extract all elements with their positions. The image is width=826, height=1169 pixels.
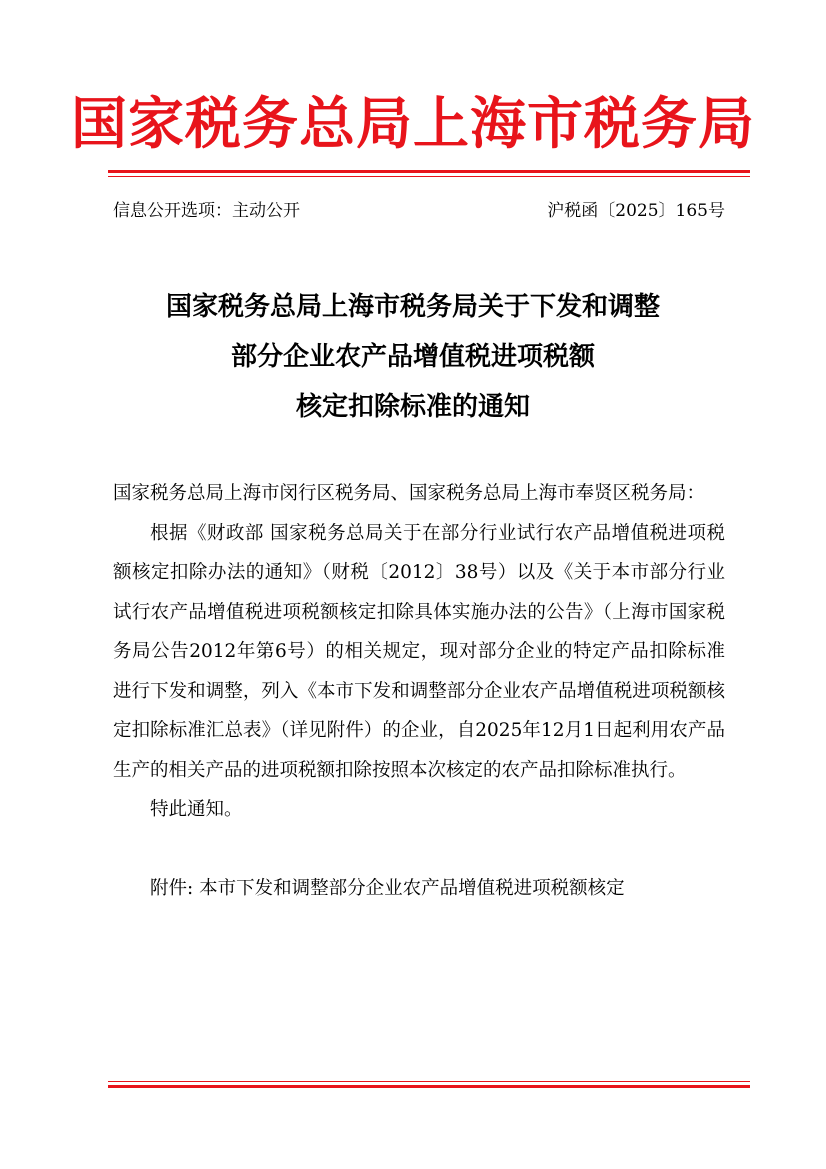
- document-body: [113, 474, 725, 909]
- title-line: 核定扣除标准的通知: [295, 392, 530, 422]
- document-meta: [113, 196, 725, 224]
- body-paragraph: 根据《财政部 国家税务总局关于在部分行业试行农产品增值税进项税额核定扣除办法的通知》（财税〔2012〕38号）以及《关于本市部分行业试行农产品增值税进项税额核定扣除具体实施办法的公告》（上海市国家税务局公告2012年第6号）的相关规定，现对部分企业的特定产品扣除标准进行下发和调整，列入《本市下发和调整部分企业农产品增值税进项税额核定扣除标准汇总表》（详见附件）的企业，自2025年12月1日起利用农产品生产的相关产品的进项税额扣除按照本次核定的农产品扣除标准执行。: [113, 522, 725, 781]
- red-divider-bottom: [108, 1081, 750, 1088]
- attachment-line: 附件: 本市下发和调整部分企业农产品增值税进项税额核定: [150, 878, 625, 899]
- document-number: 沪税函〔2025〕165号: [547, 201, 725, 221]
- red-divider-top: [108, 170, 750, 177]
- disclosure-option: 信息公开选项：主动公开: [113, 201, 300, 221]
- closing-line: 特此通知。: [150, 799, 243, 820]
- title-line: 国家税务总局上海市税务局关于下发和调整: [165, 292, 660, 322]
- document-title: [0, 282, 826, 432]
- recipients: 国家税务总局上海市闵行区税务局、国家税务总局上海市奉贤区税务局：: [113, 483, 706, 504]
- masthead-title: 国家税务总局上海市税务局: [71, 91, 755, 157]
- title-line: 部分企业农产品增值税进项税额: [230, 342, 595, 372]
